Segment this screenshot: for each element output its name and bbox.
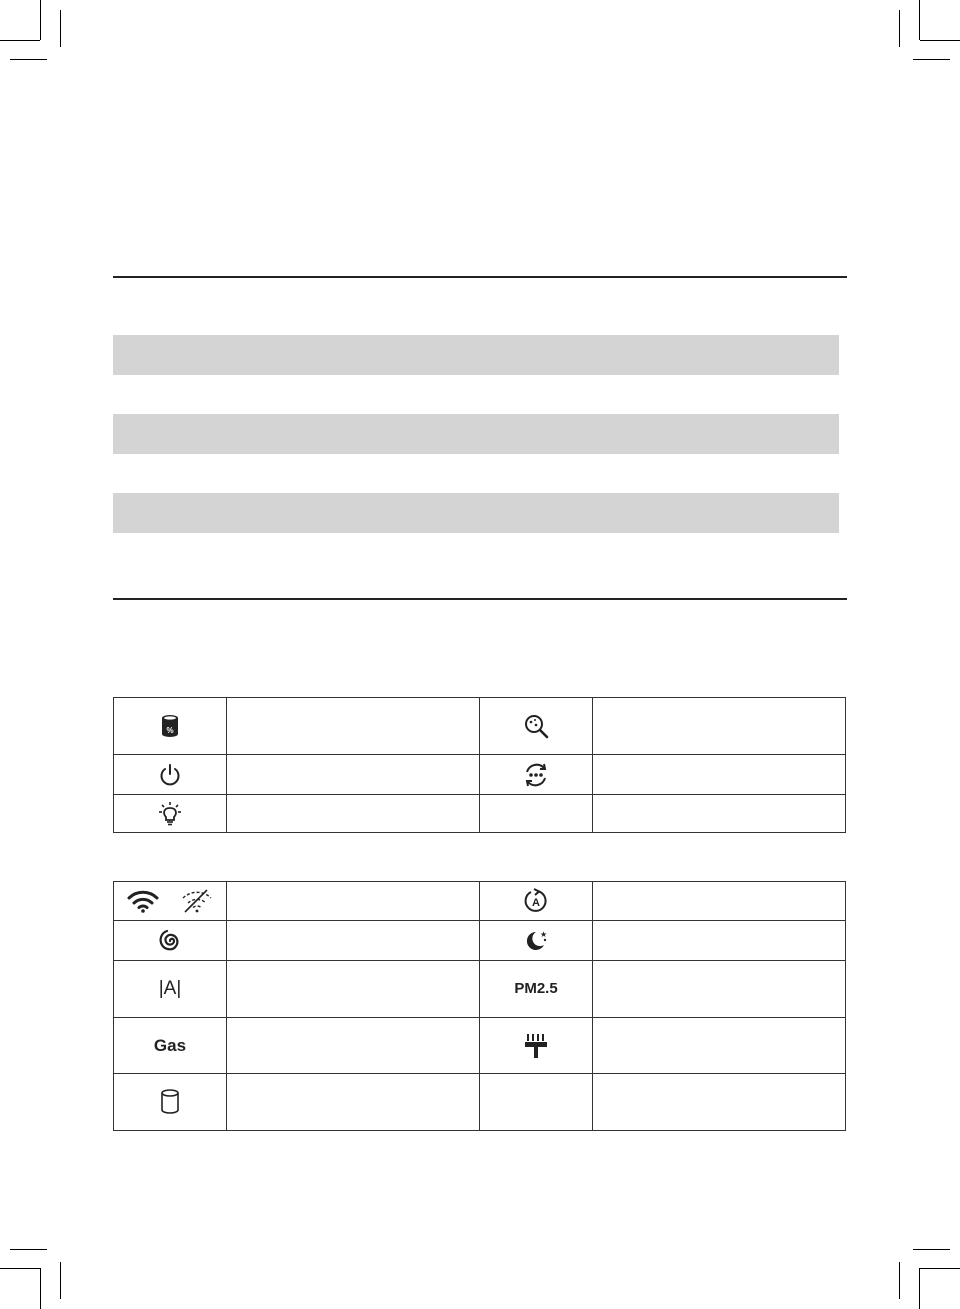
magnifier-particles-icon: [523, 713, 549, 739]
icon-cell: [114, 961, 227, 1018]
table-row: [114, 882, 846, 921]
light-bulb-icon: [158, 801, 182, 827]
table-row: [114, 921, 846, 961]
svg-text:A: A: [532, 897, 540, 909]
svg-text:★: ★: [540, 929, 548, 939]
description-cell: [593, 1074, 846, 1131]
icon-cell: [480, 755, 593, 795]
ai-indicator-label: |A|: [158, 978, 182, 999]
crop-mark-tl-h2: [10, 59, 47, 60]
crop-mark-tl-v: [40, 0, 41, 40]
description-cell: [593, 882, 846, 921]
icon-cell: [114, 882, 227, 921]
section-rule-top: [113, 276, 847, 278]
icon-cell: [480, 795, 593, 833]
sleep-mode-moon-icon: [524, 929, 548, 953]
description-cell: [227, 1074, 480, 1131]
crop-mark-tr-h2: [913, 59, 950, 60]
crop-mark-tl-v2: [60, 10, 61, 47]
crop-mark-bl-v2: [60, 1262, 61, 1299]
water-tank-icon: [160, 1089, 180, 1115]
icon-cell: [480, 882, 593, 921]
icon-cell: [480, 921, 593, 961]
pm25-label: PM2.5: [514, 980, 558, 998]
icon-cell: [114, 1074, 227, 1131]
wifi-icon: [127, 889, 159, 913]
water-tank-percentage-icon: [160, 714, 180, 738]
description-cell: [227, 795, 480, 833]
crop-mark-br-v2: [899, 1262, 900, 1299]
icon-cell: [114, 1018, 227, 1074]
svg-text:%: %: [166, 726, 174, 735]
auto-mode-icon: [523, 888, 549, 914]
crop-mark-br-h2: [913, 1249, 950, 1250]
description-cell: [593, 921, 846, 961]
description-cell: [593, 795, 846, 833]
icon-cell: [480, 961, 593, 1018]
description-cell: [227, 698, 480, 755]
table-row: [114, 755, 846, 795]
icon-cell: [114, 698, 227, 755]
gas-label: Gas: [153, 1035, 187, 1055]
icon-cell: [114, 921, 227, 961]
crop-mark-br-h: [920, 1268, 960, 1269]
icon-cell: [480, 698, 593, 755]
crop-mark-br-v: [919, 1268, 920, 1309]
table-row: [114, 698, 846, 755]
power-icon: [158, 763, 182, 787]
crop-mark-bl-h: [0, 1268, 40, 1269]
description-cell: [227, 755, 480, 795]
description-cell: [227, 882, 480, 921]
crop-mark-bl-v: [40, 1268, 41, 1309]
section-rule-bottom: [113, 598, 847, 600]
icon-table-1: [113, 697, 846, 833]
description-cell: [227, 921, 480, 961]
icon-cell: [480, 1018, 593, 1074]
grey-band-2: [113, 414, 839, 454]
table-row: [114, 1074, 846, 1131]
icon-cell: [114, 795, 227, 833]
table-row: [114, 961, 846, 1018]
table-row: [114, 795, 846, 833]
crop-mark-tr-v2: [899, 10, 900, 47]
grey-band-3: [113, 493, 839, 533]
grey-band-1: [113, 335, 839, 375]
table-row: [114, 1018, 846, 1074]
description-cell: [593, 698, 846, 755]
icon-cell: [114, 755, 227, 795]
description-cell: [593, 1018, 846, 1074]
description-cell: [227, 961, 480, 1018]
filter-reset-dots-icon: [523, 762, 549, 788]
turbo-spiral-icon: [157, 928, 183, 954]
description-cell: [593, 961, 846, 1018]
description-cell: [227, 1018, 480, 1074]
icon-cell: [480, 1074, 593, 1131]
crop-mark-bl-h2: [10, 1249, 47, 1250]
wifi-off-icon: [181, 889, 213, 913]
pre-filter-brush-icon: [524, 1033, 548, 1059]
icon-table-2: [113, 881, 846, 1131]
crop-mark-tl-h: [0, 40, 40, 41]
crop-mark-tr-h: [920, 40, 960, 41]
crop-mark-tr-v: [919, 0, 920, 40]
description-cell: [593, 755, 846, 795]
